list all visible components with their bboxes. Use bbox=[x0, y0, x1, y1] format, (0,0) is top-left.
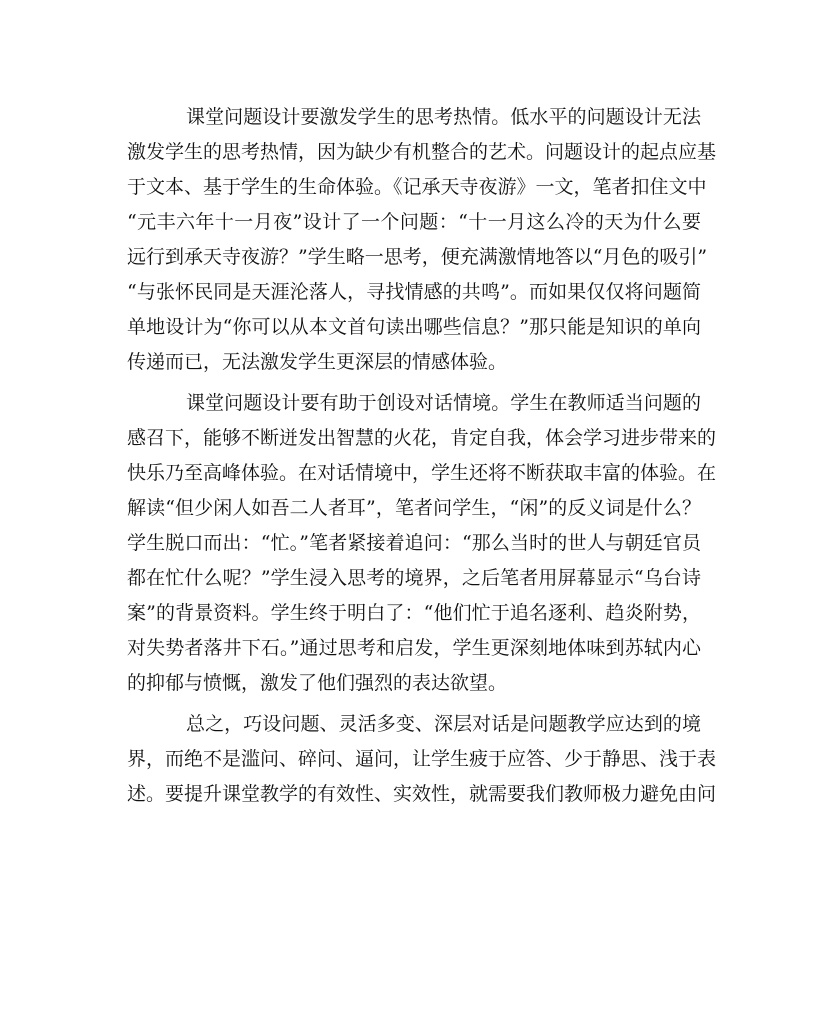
text-line: 远行到承天寺夜游？”学生略一思考，便充满激情地答以“月色的吸引” bbox=[127, 246, 708, 268]
text-line: “元丰六年十一月夜”设计了一个问题：“十一月这么冷的天为什么要 bbox=[127, 211, 701, 233]
text-line: “与张怀民同是天涯沦落人，寻找情感的共鸣”。而如果仅仅将问题简 bbox=[127, 281, 701, 303]
text-line: 传递而已，无法激发学生更深层的情感体验。 bbox=[127, 351, 508, 373]
text-line: 激发学生的思考热情，因为缺少有机整合的艺术。问题设计的起点应基 bbox=[127, 141, 717, 163]
text-line: 于文本、基于学生的生命体验。《记承天寺夜游》一文，笔者扣住文中 bbox=[127, 176, 707, 198]
text-line: 界，而绝不是滥问、碎问、逼问，让学生疲于应答、少于静思、浅于表 bbox=[127, 748, 717, 770]
body-text bbox=[127, 100, 717, 818]
paragraph-2 bbox=[127, 386, 717, 701]
text-line: 述。要提升课堂教学的有效性、实效性，就需要我们教师极力避免由问 bbox=[127, 783, 717, 805]
text-line: 的抑郁与愤慨，激发了他们强烈的表达欲望。 bbox=[127, 672, 508, 694]
paragraph-1 bbox=[127, 100, 717, 380]
text-line: 快乐乃至高峰体验。在对话情境中，学生还将不断获取丰富的体验。在 bbox=[127, 462, 717, 484]
paragraph-3 bbox=[127, 707, 717, 812]
text-line: 都在忙什么呢？”学生浸入思考的境界，之后笔者用屏幕显示“乌台诗 bbox=[127, 567, 701, 589]
text-line: 课堂问题设计要激发学生的思考热情。低水平的问题设计无法 bbox=[186, 106, 701, 128]
text-line: 对失势者落井下石。”通过思考和启发，学生更深刻地体味到苏轼内心 bbox=[127, 637, 701, 659]
text-line: 总之，巧设问题、灵活多变、深层对话是问题教学应达到的境 bbox=[186, 713, 701, 735]
text-line: 学生脱口而出：“忙。”笔者紧接着追问：“那么当时的世人与朝廷官员 bbox=[127, 532, 701, 554]
text-line: 单地设计为“你可以从本文首句读出哪些信息？”那只能是知识的单向 bbox=[127, 316, 701, 338]
text-line: 解读“但少闲人如吾二人者耳”，笔者问学生，“闲”的反义词是什么？ bbox=[127, 497, 701, 519]
text-line: 案”的背景资料。学生终于明白了：“他们忙于追名逐利、趋炎附势， bbox=[127, 602, 701, 624]
text-line: 课堂问题设计要有助于创设对话情境。学生在教师适当问题的 bbox=[186, 392, 701, 414]
text-line: 感召下，能够不断迸发出智慧的火花，肯定自我，体会学习进步带来的 bbox=[127, 427, 717, 449]
